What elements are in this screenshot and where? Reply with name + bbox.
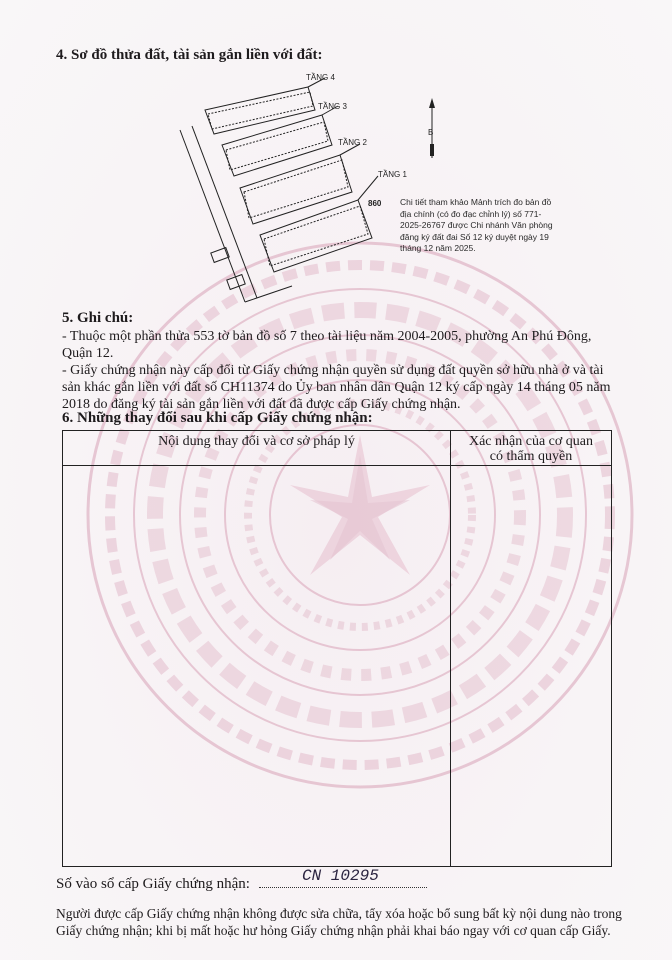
section-4-title: 4. Sơ đồ thửa đất, tài sản gắn liền với đất:	[56, 47, 323, 63]
registration-number: CN 10295	[302, 867, 379, 885]
changes-content-cell	[63, 466, 451, 867]
section-5-title: 5. Ghi chú:	[62, 310, 134, 326]
floor-label-2: TẦNG 2	[338, 138, 367, 147]
section-6-title: 6. Những thay đổi sau khi cấp Giấy chứng nhận:	[62, 410, 373, 426]
footer-warning: Người được cấp Giấy chứng nhận không được sửa chữa, tẩy xóa hoặc bổ sung bất kỳ nội dung nào trong Giấy chứng nhận; khi bị mất hoặc hư hỏng Giấy chứng nhận phải khai báo ngay với cơ quan cấp Giấy.	[56, 906, 622, 938]
parcel-number: 860	[368, 199, 382, 208]
authority-confirmation-cell	[451, 466, 612, 867]
changes-table	[62, 430, 612, 867]
reference-note: Chi tiết tham khảo Mảnh trích đo bản đồ địa chính (có đo đạc chỉnh lý) số 771-2025-26767 được Chi nhánh Văn phòng đăng ký đất đai Số 12 ký duyệt ngày 19 tháng 12 năm 2025.	[400, 197, 553, 253]
note-line: Quận 12.	[62, 346, 114, 361]
north-label: B	[428, 128, 434, 137]
note-line: 2018 do đăng ký tài sản gắn liền với đất đã được cấp Giấy chứng nhận.	[62, 397, 461, 412]
floor-label-4: TẦNG 4	[306, 73, 335, 82]
parcel-sketch	[150, 70, 410, 310]
registration-label: Số vào sổ cấp Giấy chứng nhận:	[56, 876, 250, 892]
authority-confirmation-header: Xác nhận của cơ quan có thẩm quyền	[451, 431, 612, 466]
floor-label-1: TẦNG 1	[378, 170, 407, 179]
note-line: - Thuộc một phần thửa 553 tờ bản đồ số 7 theo tài liệu năm 2004-2005, phường An Phú Đông,	[62, 329, 592, 344]
note-line: - Giấy chứng nhận này cấp đổi từ Giấy chứng nhận quyền sử dụng đất quyền sở hữu nhà ở và tài	[62, 363, 604, 378]
changes-content-header: Nội dung thay đổi và cơ sở pháp lý	[63, 431, 451, 466]
registration-dotted-line	[259, 887, 427, 888]
floor-label-3: TẦNG 3	[318, 102, 347, 111]
note-line: sản khác gắn liền với đất số CH11374 do Ủy ban nhân dân Quận 12 ký cấp ngày 14 tháng 05 năm	[62, 380, 611, 395]
